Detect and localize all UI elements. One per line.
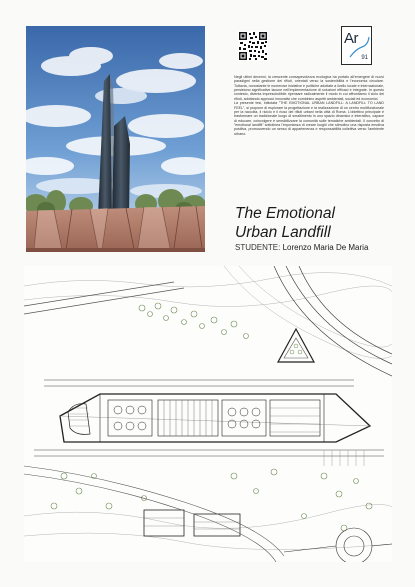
abstract-paragraph-1: Negli ultimi decenni, la crescente consapevolezza ecologica ha portato all'emergere di nuovi paradigmi nella gestione dei rifiuti, orientati verso la sostenibilità e l'economia circolare. Tuttavia, nonostante le numerose iniziative e politiche adottate a livello locale e internazionale, persistono significative lacune nell'implementazione di soluzioni efficaci e integrate. In questo contesto, diventa imprescindibile ripensare radicalmente il modo in cui affrontiamo il ciclo dei rifiuti, adottando approcci innovativi che combinino aspetti ambientali, sociali ed economici. [234, 75, 384, 101]
logo-text: Ar [344, 30, 358, 47]
logo-number: 91 [361, 55, 368, 61]
ar91-logo [341, 26, 372, 65]
render-photo [26, 26, 205, 252]
title-line-1: The Emotional [235, 205, 335, 222]
title-line-2: Urban Landfill [235, 224, 331, 241]
project-title [235, 204, 335, 242]
qr-code-icon[interactable] [238, 31, 268, 61]
student-credit [235, 243, 368, 252]
site-plan-drawing [24, 266, 392, 562]
abstract-paragraph-2: La presente tesi, intitolata "THE EMOTIONAL URBAN LANDFILL: A LANDFILL TO LAND FEEL", si propone di esplorare la progettazione e la realizzazione di un centro multifunzionale per la raccolta, il riciclo e il riuso dei rifiuti urbani nella città di Roma. L'obiettivo principale è trasformare un tradizionale luogo di smaltimento in uno spazio dinamico e interattivo, capace di educare, coinvolgere e sensibilizzare la comunità sulle tematiche ambientali. Il concetto di "emotional landfill" sottolinea l'importanza di creare luoghi che stimolino una risposta emotiva positiva, promuovendo un senso di appartenenza e responsabilità collettiva verso l'ambiente urbano. [234, 101, 384, 136]
abstract-text [234, 75, 384, 136]
student-name: Lorenzo Maria De Maria [282, 243, 369, 252]
tower-right [112, 116, 130, 216]
site-plan [24, 266, 392, 562]
student-label: STUDENTE: [235, 243, 281, 252]
render-illustration [26, 26, 205, 252]
